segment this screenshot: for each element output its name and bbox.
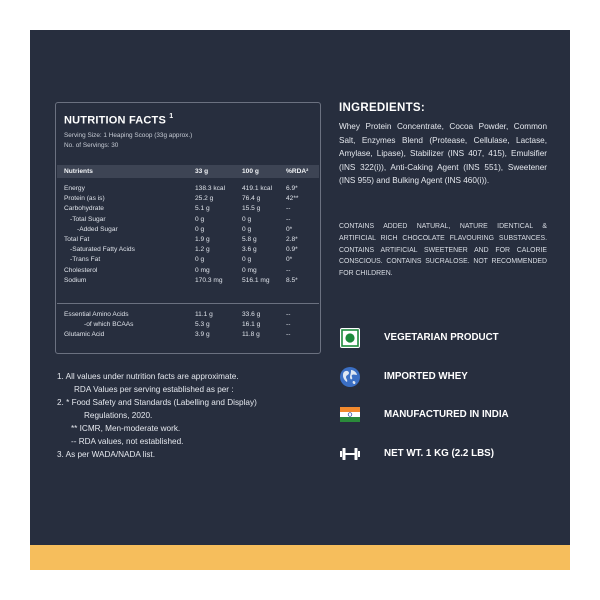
feature-label: VEGETARIAN PRODUCT: [384, 332, 499, 343]
amount-per-serving: 1.9 g: [195, 236, 210, 243]
contains-warning: CONTAINS ADDED NATURAL, NATURE IDENTICAL & ARTIFICIAL RICH CHOCOLATE FLAVOURING SUBSTANCES. CONTAINS ARTIFICIAL SWEETENER AND FOR CALORIE CONSCIOUS. CONTAINS SUCRALOSE. NOT RECOMMENDED FOR CHILDREN.: [339, 223, 547, 278]
rda-value: --: [286, 266, 291, 274]
nutrient-name: Cholesterol: [64, 266, 98, 274]
nutrient-name: Sodium: [64, 276, 87, 284]
amount-per-serving: 3.9 g: [195, 331, 210, 339]
amount-per-100g: 0 g: [242, 215, 252, 223]
nutrient-row: [56, 205, 320, 215]
amount-per-serving: 138.3 kcal: [195, 185, 226, 192]
amount-per-100g: 0 g: [242, 225, 252, 233]
amount-per-100g: 0 g: [242, 256, 252, 264]
globe-icon: [339, 366, 361, 388]
amino-row: [56, 331, 320, 341]
amount-per-serving: 0 g: [195, 256, 205, 264]
amount-per-serving: 1.2 g: [195, 246, 210, 254]
rda-value: --: [286, 331, 291, 339]
nutrient-name: Essential Amino Acids: [64, 311, 129, 318]
nutrient-row: [56, 256, 320, 266]
amount-per-100g: 33.6 g: [242, 311, 261, 318]
amount-per-100g: 5.8 g: [242, 236, 257, 243]
amount-per-100g: 3.6 g: [242, 246, 257, 254]
nutrient-name: -Saturated Fatty Acids: [70, 246, 135, 254]
amount-per-serving: 5.1 g: [195, 205, 210, 213]
nutrient-name: Glutamic Acid: [64, 331, 105, 339]
footnote-2-cont: Regulations, 2020.: [84, 411, 153, 420]
india-flag-icon: [339, 404, 361, 426]
amount-per-serving: 0 mg: [195, 266, 210, 274]
serving-size: Serving Size: 1 Heaping Scoop (33g approx.): [64, 132, 193, 139]
header-per-serving: 33 g: [195, 168, 209, 175]
amount-per-serving: 170.3 mg: [195, 276, 223, 284]
feature-net-weight: [339, 443, 559, 465]
ingredients-text: Whey Protein Concentrate, Cocoa Powder, Common Salt, Enzymes Blend (Protease, Cellulase, Lactase, Amylase, Lipase), Stabilizer (INS 407, 415), Emulsifier (INS 322(i)), Anti-Caking Agent (INS 551), Sweetener (INS 955) and Bulking Agent (INS 460(i)).: [339, 122, 547, 186]
amount-per-serving: 11.1 g: [195, 311, 213, 318]
footnote-2: 2. * Food Safety and Standards (Labelling and Display): [57, 398, 257, 407]
servings-count: No. of Servings: 30: [64, 142, 119, 149]
nutrient-name: Energy: [64, 185, 85, 192]
nutrient-row: [56, 195, 320, 205]
amount-per-serving: 0 g: [195, 225, 205, 233]
nutrition-title-text: NUTRITION FACTS: [64, 114, 166, 127]
rda-value: 0*: [286, 225, 293, 233]
nutrient-name: -Total Sugar: [70, 215, 106, 223]
nutrient-row: [56, 267, 320, 277]
ingredients-title: INGREDIENTS:: [339, 102, 426, 114]
amount-per-100g: 76.4 g: [242, 195, 261, 203]
nutrient-name: -of which BCAAs: [84, 321, 134, 329]
footnote-1-cont: RDA Values per serving established as per :: [74, 385, 234, 394]
header-nutrients: Nutrients: [64, 168, 93, 175]
amount-per-100g: 16.1 g: [242, 321, 261, 329]
nutrition-facts-box: [55, 102, 321, 354]
nutrient-name: Carbohydrate: [64, 205, 104, 213]
feature-vegetarian: [339, 327, 559, 349]
feature-label: IMPORTED WHEY: [384, 371, 468, 382]
amount-per-serving: 25.2 g: [195, 195, 214, 203]
accent-band: [30, 545, 570, 570]
feature-label: MANUFACTURED IN INDIA: [384, 409, 509, 420]
footnote-2-rda: -- RDA values, not established.: [71, 437, 184, 446]
rda-value: --: [286, 205, 291, 213]
feature-imported-whey: [339, 366, 559, 388]
amino-row: [56, 321, 320, 331]
nutrition-title: [64, 114, 173, 127]
amount-per-serving: 5.3 g: [195, 321, 210, 329]
amount-per-100g: 15.5 g: [242, 205, 261, 213]
footnote-1: 1. All values under nutrition facts are approximate.: [57, 372, 239, 381]
amount-per-serving: 0 g: [195, 215, 205, 223]
feature-label: NET WT. 1 KG (2.2 LBS): [384, 448, 494, 459]
rda-value: 8.5*: [286, 276, 298, 284]
nutrient-row: [56, 185, 320, 195]
nutrition-title-superscript: 1: [169, 113, 174, 120]
rda-value: 0*: [286, 256, 293, 264]
amount-per-100g: 0 mg: [242, 266, 257, 274]
nutrient-name: Total Fat: [64, 236, 90, 243]
amino-row: [56, 311, 320, 321]
nutrient-row: [56, 226, 320, 236]
footnote-2-icmr: ** ICMR, Men-moderate work.: [71, 424, 181, 433]
nutrient-name: Protein (as is): [64, 195, 105, 203]
amount-per-100g: 516.1 mg: [242, 276, 270, 284]
dumbbell-icon: [339, 443, 361, 465]
nutrient-row: [56, 277, 320, 287]
rda-value: 2.8*: [286, 236, 298, 243]
nutrient-row: [56, 216, 320, 226]
rda-value: 42**: [286, 195, 299, 203]
footnote-3: 3. As per WADA/NADA list.: [57, 450, 155, 459]
nutrition-header-row: [57, 165, 319, 178]
amount-per-100g: 11.8 g: [242, 331, 260, 339]
rda-value: --: [286, 311, 291, 318]
rda-value: --: [286, 215, 291, 223]
header-per-100g: 100 g: [242, 168, 259, 175]
rda-value: 0.9*: [286, 246, 298, 254]
nutrient-name: -Trans Fat: [70, 256, 101, 264]
feature-made-in-india: [339, 404, 559, 426]
nutrition-divider: [57, 303, 319, 304]
vegetarian-mark-icon: [339, 327, 361, 349]
rda-value: --: [286, 321, 291, 329]
header-rda: %RDA²: [286, 168, 309, 175]
nutrient-name: -Added Sugar: [77, 225, 118, 233]
rda-value: 6.9*: [286, 185, 298, 192]
nutrient-row: [56, 246, 320, 256]
amount-per-100g: 419.1 kcal: [242, 185, 273, 192]
nutrient-row: [56, 236, 320, 246]
